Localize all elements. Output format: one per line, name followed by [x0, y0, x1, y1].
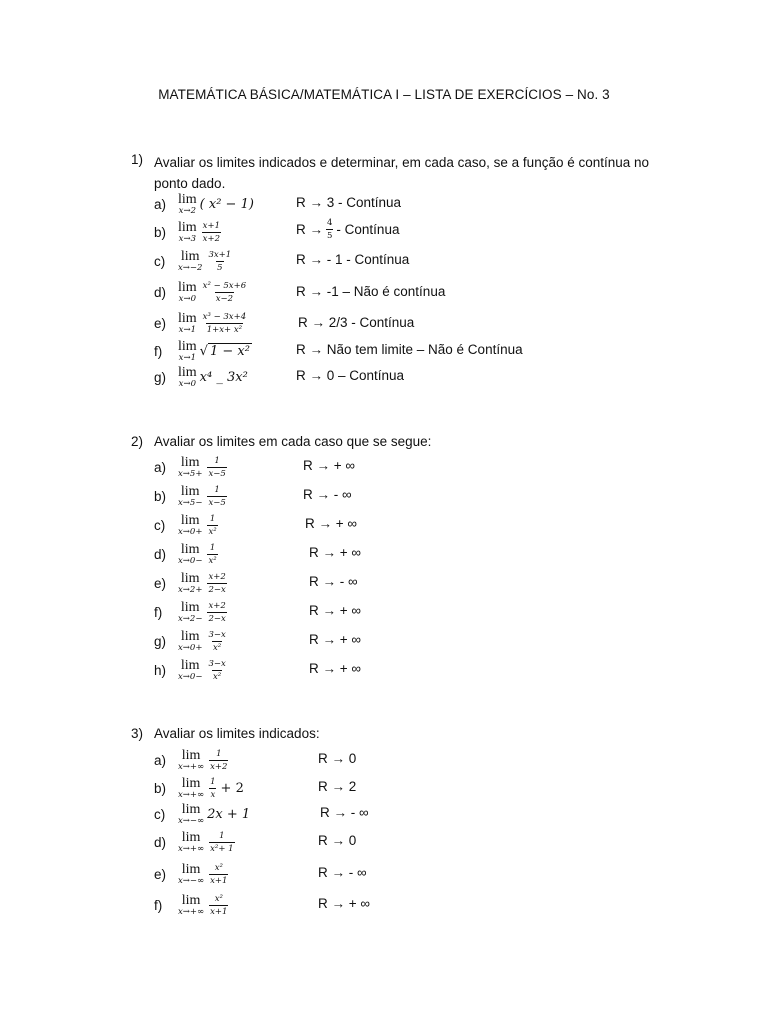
limit-operator: lim x→+∞	[178, 892, 205, 917]
q2-answer-g: R → + ∞	[309, 632, 362, 647]
limit-operator: lim x→0+	[178, 512, 203, 537]
limit-operator: lim x→1	[178, 310, 197, 335]
q1-answer-b: R → $\frac{4}{5}$ - Contínua	[296, 218, 400, 241]
q1-answer-d: R → -1 – Não é contínua	[296, 284, 446, 299]
document-title: MATEMÁTICA BÁSICA/MATEMÁTICA I – LISTA DE EXERCÍCIOS – No. 3	[158, 87, 610, 102]
q2-item-h	[154, 653, 229, 687]
item-letter: c)	[154, 806, 166, 822]
fraction: $\frac{1}{x-5}$	[208, 484, 226, 508]
expression-suffix: + 2	[220, 780, 244, 796]
fraction: $\frac{\text{x³ − 3x+4}}{\text{1+x+ x²}}$	[202, 311, 247, 335]
q3-answer-d: R → 0	[318, 833, 357, 848]
item-letter: e)	[154, 575, 167, 591]
q3-answer-a: R → 0	[318, 751, 357, 766]
item-letter: e)	[154, 315, 167, 331]
fraction: $\frac{1}{\text{x²}}$	[208, 542, 217, 566]
item-letter: a)	[154, 459, 167, 475]
limit-operator: lim x→+∞	[178, 775, 205, 800]
q3-answer-f: R → + ∞	[318, 896, 371, 911]
q2-answer-e: R → - ∞	[309, 574, 358, 589]
item-letter: b)	[154, 224, 167, 240]
fraction: $\frac{1}{x-5}$	[208, 455, 226, 479]
q1-answer-g: R → 0 – Contínua	[296, 368, 405, 383]
q1-item-c	[154, 244, 234, 278]
item-letter: b)	[154, 488, 167, 504]
fraction: $\frac{1}{x}$	[210, 776, 216, 800]
item-letter: a)	[154, 196, 167, 212]
fraction: $\frac{1}{\text{x²}}$	[208, 513, 217, 537]
item-letter: e)	[154, 866, 167, 882]
q2-answer-b: R → - ∞	[303, 487, 352, 502]
question-2-text: Avaliar os limites em cada caso que se segue:	[154, 434, 432, 449]
item-letter: d)	[154, 834, 167, 850]
limit-operator: lim x→0	[178, 364, 197, 389]
item-letter: g)	[154, 633, 167, 649]
q1-answer-c: R → - 1 - Contínua	[296, 252, 410, 267]
fraction: $\frac{\text{x²}}{x+1}$	[210, 862, 228, 886]
item-letter: a)	[154, 752, 167, 768]
q3-item-f	[154, 888, 230, 922]
limit-operator: lim x→3	[178, 219, 197, 244]
q2-answer-a: R → + ∞	[303, 458, 356, 473]
limit-expression: 2x + 1	[207, 806, 251, 822]
fraction: $\frac{3-x}{\text{x²}}$	[208, 629, 226, 653]
limit-operator: lim x→+∞	[178, 829, 205, 854]
q2-answer-f: R → + ∞	[309, 603, 362, 618]
item-letter: d)	[154, 546, 167, 562]
question-1-text: Avaliar os limites indicados e determinar, em cada caso, se a função é contínua no ponto dado.	[154, 155, 650, 191]
item-letter: c)	[154, 517, 166, 533]
q1-answer-f: R → Não tem limite – Não é Contínua	[296, 342, 523, 357]
q1-item-g	[154, 360, 248, 394]
q2-answer-h: R → + ∞	[309, 661, 362, 676]
fraction: $\frac{x+2}{2-x}$	[208, 571, 226, 595]
q3-item-e	[154, 857, 230, 891]
limit-operator: lim x→−∞	[178, 861, 205, 886]
item-letter: f)	[154, 343, 163, 359]
limit-operator: lim x→2	[178, 191, 197, 216]
limit-operator: lim x→0+	[178, 628, 203, 653]
fraction: $\frac{3-x}{\text{x²}}$	[208, 658, 226, 682]
question-1-number: 1)	[131, 152, 144, 167]
fraction: $\frac{3x+1}{5}$	[208, 249, 232, 273]
fraction: $\frac{x+2}{2-x}$	[208, 600, 226, 624]
item-letter: f)	[154, 604, 163, 620]
fraction: $\frac{1}{\text{x²+ 1}}$	[210, 830, 234, 854]
limit-operator: lim x→−∞	[178, 801, 205, 826]
question-3-number: 3)	[131, 726, 144, 741]
limit-operator: lim x→5+	[178, 454, 203, 479]
fraction: $\frac{\text{x²}}{x+1}$	[210, 893, 228, 917]
square-root-expression: √ 1 − x²	[199, 343, 250, 359]
limit-operator: lim x→5−	[178, 483, 203, 508]
q3-answer-b: R → 2	[318, 779, 357, 794]
question-2-number: 2)	[131, 434, 144, 449]
q3-item-d	[154, 825, 237, 859]
question-3-text: Avaliar os limites indicados:	[154, 726, 320, 741]
fraction: $\frac{x+1}{x+2}$	[202, 220, 220, 244]
limit-expression: x⁴ _ 3x²	[199, 369, 248, 385]
item-letter: f)	[154, 897, 163, 913]
limit-operator: lim x→+∞	[178, 747, 205, 772]
item-letter: b)	[154, 780, 167, 796]
q3-answer-c: R → - ∞	[320, 805, 369, 820]
item-letter: d)	[154, 284, 167, 300]
item-letter: g)	[154, 369, 167, 385]
q1-item-d	[154, 275, 249, 309]
item-letter: c)	[154, 253, 166, 269]
limit-operator: lim x→0−	[178, 541, 203, 566]
q2-answer-c: R → + ∞	[305, 516, 358, 531]
item-letter: h)	[154, 662, 167, 678]
limit-expression: ( x² − 1)	[199, 196, 254, 212]
fraction: $\frac{\text{x² − 5x+6}}{x-2}$	[202, 280, 247, 304]
limit-operator: lim x→0	[178, 279, 197, 304]
q3-answer-e: R → - ∞	[318, 865, 367, 880]
limit-operator: lim x→0−	[178, 657, 203, 682]
limit-operator: lim x→2+	[178, 570, 203, 595]
q1-answer-e: R → 2/3 - Contínua	[298, 315, 415, 330]
limit-operator: lim x→2−	[178, 599, 203, 624]
limit-operator: lim x→−2	[178, 248, 203, 273]
fraction: $\frac{1}{x+2}$	[210, 748, 228, 772]
q1-answer-a: R → 3 - Contínua	[296, 195, 402, 210]
limit-operator: lim x→1	[178, 338, 197, 363]
q2-answer-d: R → + ∞	[309, 545, 362, 560]
